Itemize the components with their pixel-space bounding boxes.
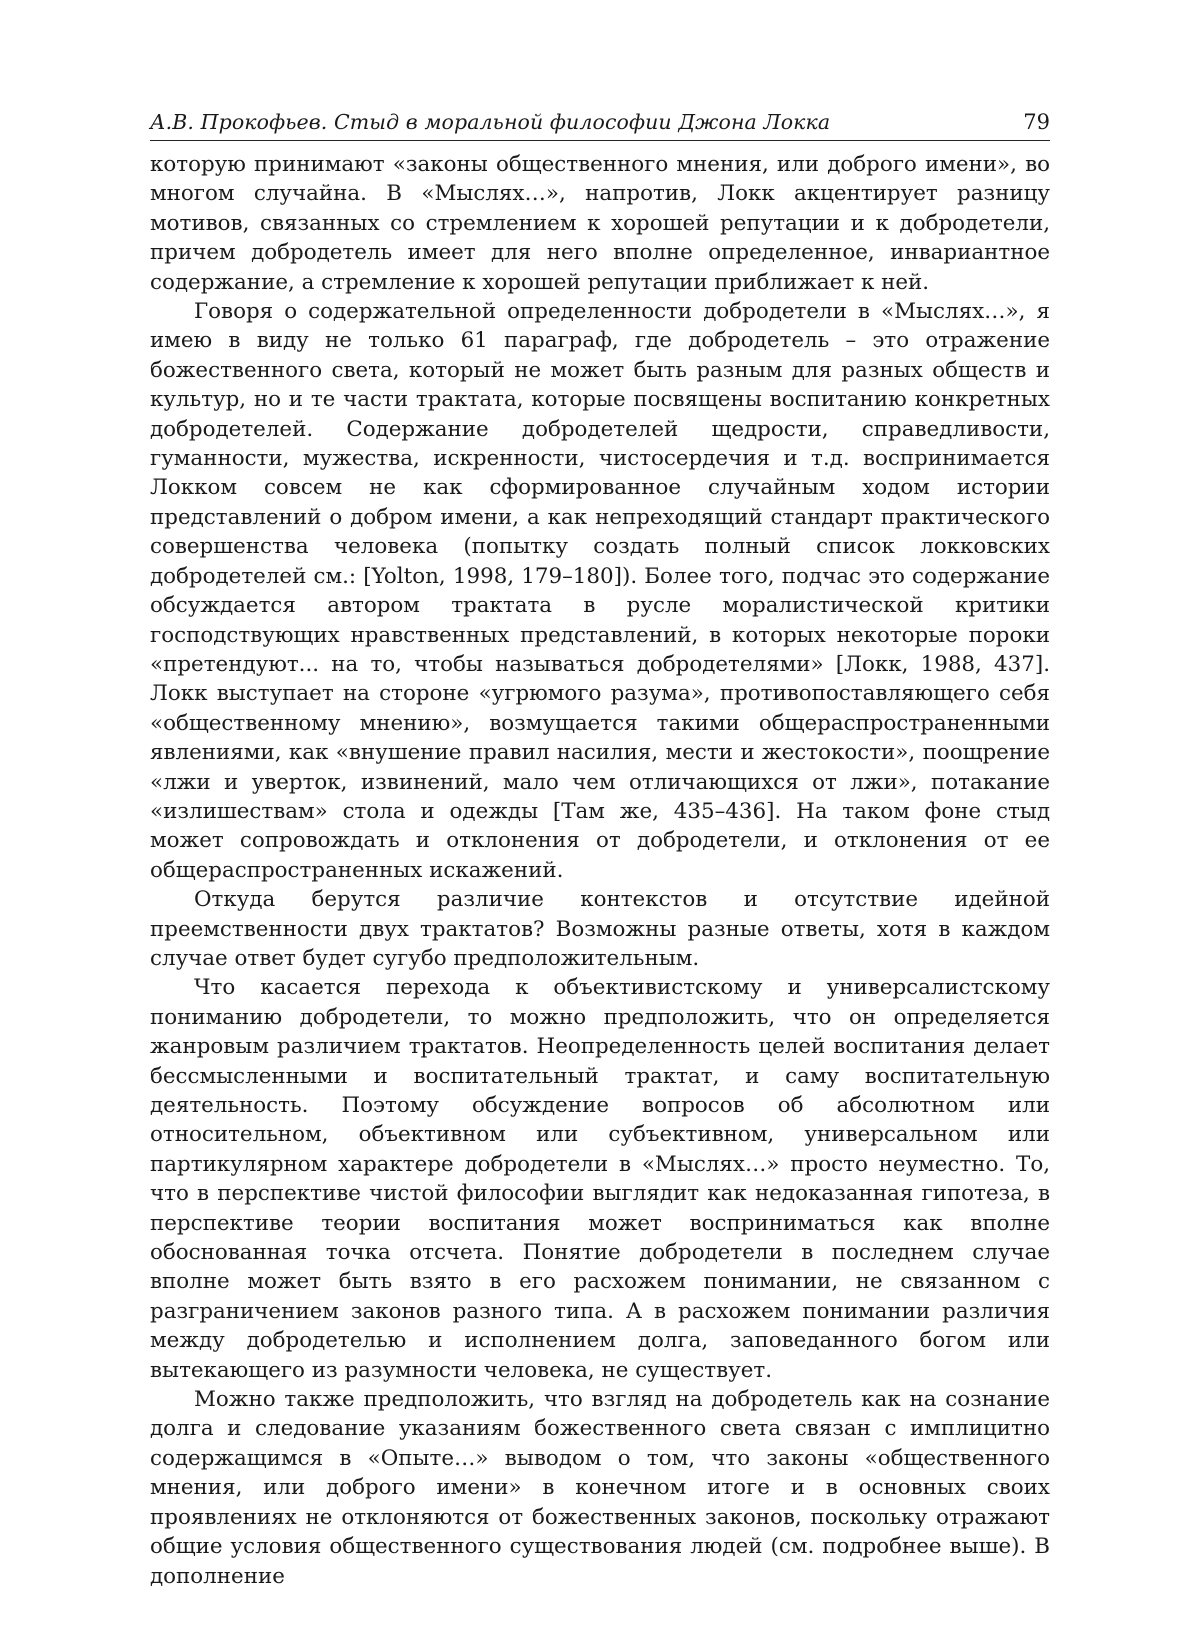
- paragraph-3: Откуда берутся различие контекстов и отсутствие идейной преемственности двух трактатов? Возможны разные ответы, хотя в каждом случае ответ будет сугубо предположительным.: [150, 887, 1050, 971]
- body-text: [150, 150, 1050, 1591]
- page: [150, 108, 1050, 1591]
- paragraph-2: Говоря о содержательной определенности добродетели в «Мыслях…», я имею в виду не только 61 параграф, где добродетель – это отражение божественного света, который не может быть разным для разных обществ и культур, но и те части трактата, которые посвящены воспитанию конкретных добродетелей. Содержание добродетелей щедрости, справедливости, гуманности, мужества, искренности, чистосердечия и т.д. воспринимается Локком совсем не как сформированное случайным ходом истории представлений о добром имени, а как непреходящий стандарт практического совершенства человека (попытку создать полный список локковских добродетелей см.: [Yolton, 1998, 179–180]). Более того, подчас это содержание обсуждается автором трактата в русле моралистической критики господствующих нравственных представлений, в которых некоторые пороки «претендуют... на то, чтобы называться добродетелями» [Локк, 1988, 437]. Локк выступает на стороне «угрюмого разума», противопоставляющего себя «общественному мнению», возмущается такими общераспространенными явлениями, как «внушение правил насилия, мести и жестокости», поощрение «лжи и уверток, извинений, мало чем отличающихся от лжи», потакание «излишествам» стола и одежды [Там же, 435–436]. На таком фоне стыд может сопровождать и отклонения от добродетели, и отклонения от ее общераспространенных искажений.: [150, 299, 1050, 883]
- running-header: [150, 108, 1050, 141]
- paragraph-5: Можно также предположить, что взгляд на добродетель как на сознание долга и следование указаниям божественного света связан с имплицитно содержащимся в «Опыте…» выводом о том, что законы «общественного мнения, или доброго имени» в конечном итоге и в основных своих проявлениях не отклоняются от божественных законов, поскольку отражают общие условия общественного существования людей (см. подробнее выше). В дополнение: [150, 1387, 1050, 1589]
- paragraph-4: Что касается перехода к объективистскому и универсалистскому пониманию добродетели, то можно предположить, что он определяется жанровым различием трактатов. Неопределенность целей воспитания делает бессмысленными и воспитательный трактат, и саму воспитательную деятельность. Поэтому обсуждение вопросов об абсолютном или относительном, объективном или субъективном, универсальном или партикулярном характере добродетели в «Мыслях…» просто неуместно. То, что в перспективе чистой философии выглядит как недоказанная гипотеза, в перспективе теории воспитания может восприниматься как вполне обоснованная точка отсчета. Понятие добродетели в последнем случае вполне может быть взято в его расхожем понимании, не связанном с разграничением законов разного типа. А в расхожем понимании различия между добродетелью и исполнением долга, заповеданного богом или вытекающего из разумности человека, не существует.: [150, 975, 1050, 1383]
- header-title: А.В. Прокофьев. Стыд в моральной философии Джона Локка: [150, 110, 831, 134]
- paragraph-1: которую принимают «законы общественного мнения, или доброго имени», во многом случайна. В «Мыслях…», напротив, Локк акцентирует разницу мотивов, связанных со стремлением к хорошей репутации и к добродетели, причем добродетель имеет для него вполне определенное, инвариантное содержание, а стремление к хорошей репутации приближает к ней.: [150, 152, 1050, 295]
- page-number: 79: [1023, 110, 1050, 134]
